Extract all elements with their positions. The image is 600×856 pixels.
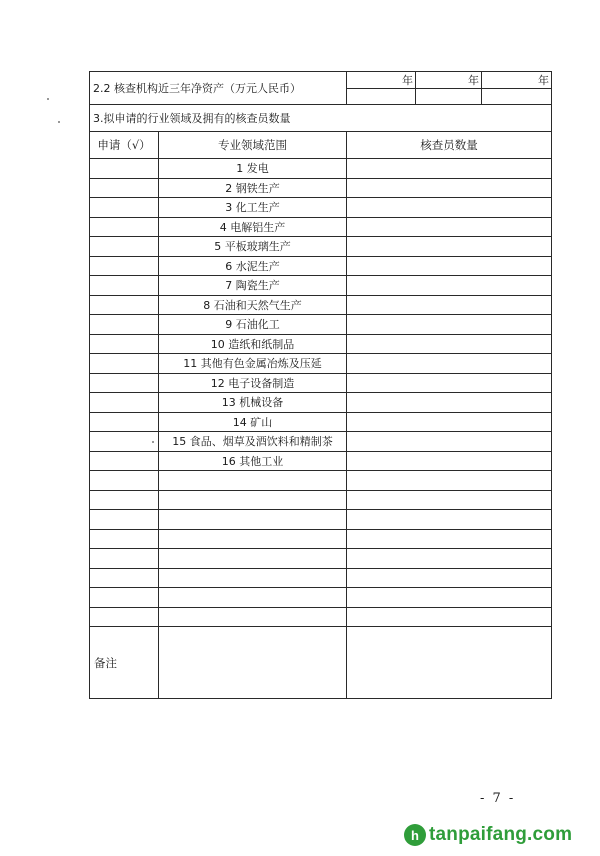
scan-speck [47, 98, 49, 100]
verifier-count-cell[interactable] [347, 393, 552, 413]
blank-row [90, 549, 552, 569]
blank-row [90, 510, 552, 530]
verifier-count-cell[interactable] [347, 237, 552, 257]
industry-entry-cell[interactable] [159, 471, 347, 491]
verifier-count-cell[interactable] [347, 529, 552, 549]
industry-row [90, 295, 552, 315]
section3-title: 3.拟申请的行业领域及拥有的核查员数量 [90, 105, 552, 132]
industry-row [90, 334, 552, 354]
industry-row [90, 198, 552, 218]
apply-checkbox-cell[interactable] [90, 412, 159, 432]
industry-label: 7 陶瓷生产 [159, 276, 347, 296]
apply-checkbox-cell[interactable] [90, 549, 159, 569]
verifier-count-cell[interactable] [347, 373, 552, 393]
industry-label: 16 其他工业 [159, 451, 347, 471]
blank-row [90, 490, 552, 510]
apply-checkbox-cell[interactable] [90, 237, 159, 257]
remarks-content[interactable] [159, 627, 347, 699]
industry-entry-cell[interactable] [159, 529, 347, 549]
apply-checkbox-cell[interactable] [90, 451, 159, 471]
verifier-count-cell[interactable] [347, 295, 552, 315]
industry-label: 10 造纸和纸制品 [159, 334, 347, 354]
industry-label: 8 石油和天然气生产 [159, 295, 347, 315]
watermark-text: tanpaifang.com [429, 824, 573, 845]
industry-label: 15 食品、烟草及酒饮料和精制茶 [159, 432, 347, 452]
industry-label: 14 矿山 [159, 412, 347, 432]
remarks-extra[interactable] [347, 627, 552, 699]
verifier-count-cell[interactable] [347, 354, 552, 374]
verifier-count-cell[interactable] [347, 159, 552, 179]
industry-row [90, 432, 552, 452]
apply-checkbox-cell[interactable] [90, 529, 159, 549]
verifier-count-cell[interactable] [347, 451, 552, 471]
verifier-count-cell[interactable] [347, 334, 552, 354]
verifier-count-cell[interactable] [347, 510, 552, 530]
industry-label: 11 其他有色金属冶炼及压延 [159, 354, 347, 374]
verifier-count-cell[interactable] [347, 588, 552, 608]
apply-column-header: 申请（√） [90, 132, 159, 159]
industry-row [90, 217, 552, 237]
apply-checkbox-cell[interactable] [90, 510, 159, 530]
year-cell-3: 年 [482, 72, 552, 89]
apply-checkbox-cell[interactable] [90, 334, 159, 354]
industry-label: 2 钢铁生产 [159, 178, 347, 198]
net-assets-label: 2.2 核查机构近三年净资产（万元人民币） [90, 72, 347, 105]
year-cell-1: 年 [347, 72, 416, 89]
apply-checkbox-cell[interactable] [90, 471, 159, 491]
verifier-count-cell[interactable] [347, 607, 552, 627]
industry-label: 6 水泥生产 [159, 256, 347, 276]
verifier-count-cell[interactable] [347, 217, 552, 237]
verifier-count-cell[interactable] [347, 549, 552, 569]
industry-label: 1 发电 [159, 159, 347, 179]
industry-entry-cell[interactable] [159, 568, 347, 588]
industry-entry-cell[interactable] [159, 607, 347, 627]
industry-label: 12 电子设备制造 [159, 373, 347, 393]
apply-checkbox-cell[interactable] [90, 393, 159, 413]
verifier-count-cell[interactable] [347, 178, 552, 198]
industry-entry-cell[interactable] [159, 549, 347, 569]
apply-checkbox-cell[interactable] [90, 276, 159, 296]
count-column-header: 核查员数量 [347, 132, 552, 159]
verifier-count-cell[interactable] [347, 412, 552, 432]
net-assets-value-2[interactable] [416, 89, 482, 105]
apply-checkbox-cell[interactable] [90, 607, 159, 627]
verifier-count-cell[interactable] [347, 315, 552, 335]
blank-row [90, 568, 552, 588]
industry-row [90, 315, 552, 335]
industry-label: 4 电解铝生产 [159, 217, 347, 237]
industry-row [90, 256, 552, 276]
apply-checkbox-cell[interactable] [90, 198, 159, 218]
page-number: - 7 - [480, 791, 516, 806]
verifier-count-cell[interactable] [347, 471, 552, 491]
remarks-label: 备注 [90, 627, 159, 699]
industry-row [90, 354, 552, 374]
apply-checkbox-cell[interactable] [90, 217, 159, 237]
apply-checkbox-cell[interactable] [90, 354, 159, 374]
watermark [404, 822, 572, 848]
verifier-count-cell[interactable] [347, 256, 552, 276]
blank-row [90, 471, 552, 491]
blank-row [90, 588, 552, 608]
industry-row [90, 237, 552, 257]
section3-title-row [90, 105, 552, 132]
apply-checkbox-cell[interactable] [90, 588, 159, 608]
blank-row [90, 529, 552, 549]
industry-label: 9 石油化工 [159, 315, 347, 335]
column-header-row [90, 132, 552, 159]
apply-checkbox-cell[interactable] [90, 159, 159, 179]
apply-checkbox-cell[interactable] [90, 315, 159, 335]
verifier-count-cell[interactable] [347, 432, 552, 452]
apply-checkbox-cell[interactable] [90, 490, 159, 510]
industry-row [90, 159, 552, 179]
industry-label: 3 化工生产 [159, 198, 347, 218]
apply-checkbox-cell[interactable] [90, 568, 159, 588]
remarks-row [90, 627, 552, 699]
net-assets-value-3[interactable] [482, 89, 552, 105]
industry-label: 5 平板玻璃生产 [159, 237, 347, 257]
scan-speck [152, 441, 154, 443]
apply-checkbox-cell[interactable] [90, 178, 159, 198]
apply-checkbox-cell[interactable] [90, 373, 159, 393]
watermark-logo-icon: h [404, 824, 426, 846]
apply-checkbox-cell[interactable] [90, 256, 159, 276]
verification-form-table [89, 71, 552, 699]
blank-row [90, 607, 552, 627]
verifier-count-cell[interactable] [347, 276, 552, 296]
scan-speck [58, 121, 60, 123]
industry-row [90, 276, 552, 296]
industry-row [90, 451, 552, 471]
verifier-count-cell[interactable] [347, 568, 552, 588]
net-assets-value-1[interactable] [347, 89, 416, 105]
apply-checkbox-cell[interactable] [90, 295, 159, 315]
industry-label: 13 机械设备 [159, 393, 347, 413]
industry-row [90, 178, 552, 198]
industry-entry-cell[interactable] [159, 510, 347, 530]
year-cell-2: 年 [416, 72, 482, 89]
apply-checkbox-cell[interactable] [90, 432, 159, 452]
industry-entry-cell[interactable] [159, 490, 347, 510]
net-assets-row [90, 72, 552, 89]
verifier-count-cell[interactable] [347, 490, 552, 510]
industry-row [90, 373, 552, 393]
scope-column-header: 专业领域范围 [159, 132, 347, 159]
industry-rows [90, 159, 552, 471]
blank-rows [90, 471, 552, 627]
industry-row [90, 393, 552, 413]
verifier-count-cell[interactable] [347, 198, 552, 218]
industry-row [90, 412, 552, 432]
industry-entry-cell[interactable] [159, 588, 347, 608]
